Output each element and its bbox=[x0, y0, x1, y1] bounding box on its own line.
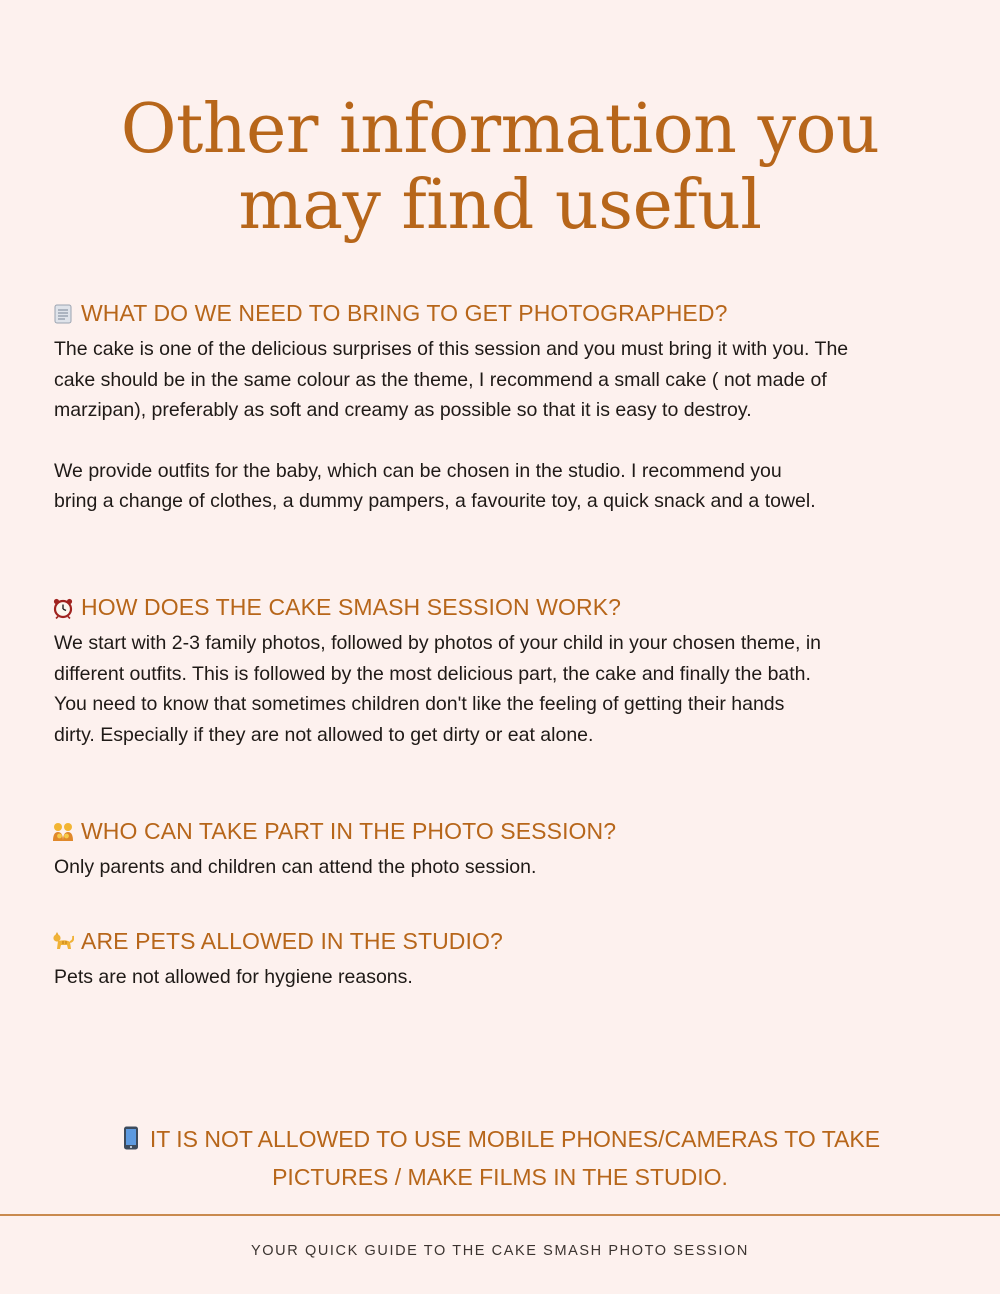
notice-line-2: PICTURES / MAKE FILMS IN THE STUDIO. bbox=[272, 1164, 728, 1190]
cat-icon bbox=[52, 930, 74, 952]
section-heading bbox=[52, 926, 912, 956]
mobile-phone-icon bbox=[120, 1123, 142, 1145]
page-title-line-2: may find useful bbox=[238, 166, 762, 245]
section-heading-text: HOW DOES THE CAKE SMASH SESSION WORK? bbox=[81, 594, 622, 620]
no-photography-notice bbox=[60, 1120, 940, 1196]
notice-line-1 bbox=[60, 1120, 940, 1158]
section-paragraph: We provide outfits for the baby, which can be chosen in the studio. I recommend you bring a change of clothes, a dummy pampers, a favourite toy, a quick snack and a towel. bbox=[54, 459, 816, 512]
section-heading-text: ARE PETS ALLOWED IN THE STUDIO? bbox=[81, 928, 503, 954]
scroll-icon bbox=[52, 302, 74, 324]
footer-text: YOUR QUICK GUIDE TO THE CAKE SMASH PHOTO SESSION bbox=[251, 1243, 749, 1259]
family-icon bbox=[52, 820, 74, 842]
section-pets-allowed bbox=[52, 926, 912, 993]
section-what-to-bring bbox=[52, 298, 912, 517]
section-paragraph: We start with 2-3 family photos, followed by photos of your child in your chosen theme, in different outfits. This is followed by the most delicious part, the cake and finally the bath. You need to know that sometimes children don't like the feeling of getting their hands dirty. Especially if they are not allowed to get dirty or eat alone. bbox=[54, 632, 822, 746]
section-heading bbox=[52, 592, 912, 622]
section-who-can-take-part bbox=[52, 816, 912, 883]
section-heading-text: WHAT DO WE NEED TO BRING TO GET PHOTOGRAPHED? bbox=[81, 300, 728, 326]
section-heading bbox=[52, 298, 912, 328]
section-paragraph: Only parents and children can attend the photo session. bbox=[54, 856, 537, 878]
section-heading-text: WHO CAN TAKE PART IN THE PHOTO SESSION? bbox=[81, 818, 617, 844]
footer-divider bbox=[0, 1214, 1000, 1216]
page-title-line-1: Other information you bbox=[120, 90, 880, 169]
section-paragraph: Pets are not allowed for hygiene reasons. bbox=[54, 966, 413, 988]
alarm-clock-icon bbox=[52, 596, 74, 618]
section-heading bbox=[52, 816, 912, 846]
notice-line-1-text: IT IS NOT ALLOWED TO USE MOBILE PHONES/CAMERAS TO TAKE bbox=[149, 1126, 881, 1152]
page-title bbox=[0, 92, 1000, 244]
section-paragraph: The cake is one of the delicious surprises of this session and you must bring it with you. The cake should be in the same colour as the theme, I recommend a small cake ( not made of marzipan), preferably as soft and creamy as possible so that it is easy to destroy. bbox=[54, 338, 849, 421]
section-how-session-works bbox=[52, 592, 912, 750]
